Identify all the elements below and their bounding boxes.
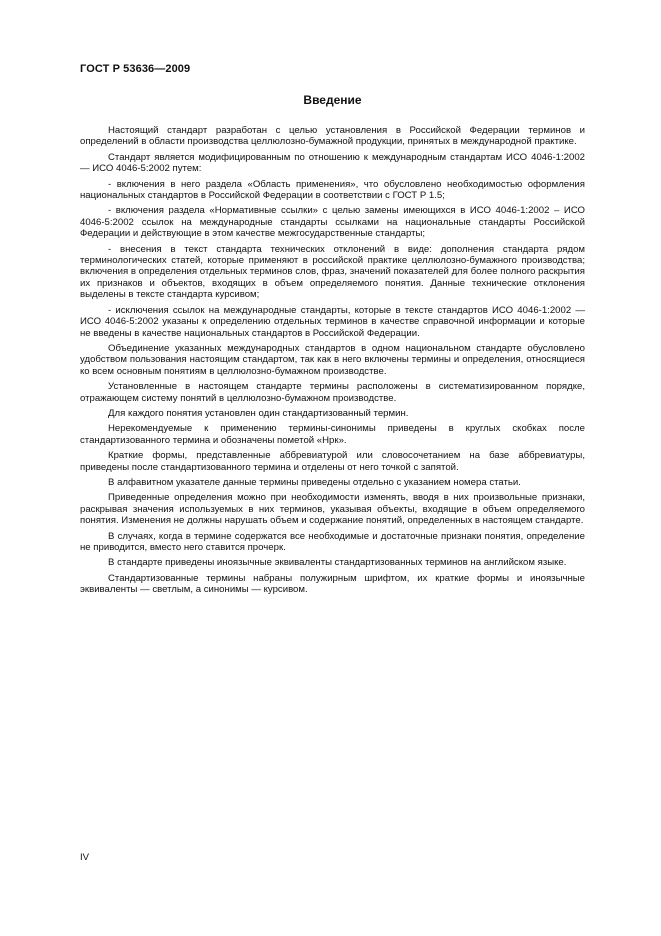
paragraph: - включения в него раздела «Область применения», что обусловлено необходимостью оформления национальных стандартов в Российской Федерации в соответствии с ГОСТ Р 1.5; xyxy=(80,178,585,202)
paragraph: Настоящий стандарт разработан с целью установления в Российской Федерации терминов и определений в области производства целлюлозно-бумажной продукции, принятых в международной практике. xyxy=(80,125,585,148)
paragraph: Стандарт является модифицированным по отношению к международным стандартам ИСО 4046-1:2002 — ИСО 4046-5:2002 путем: xyxy=(80,151,585,175)
paragraph: Установленные в настоящем стандарте термины расположены в систематизированном порядке, отражающем систему понятий в целлюлозно-бумажном производстве. xyxy=(80,381,585,404)
paragraph: В алфавитном указателе данные термины приведены отдельно с указанием номера статьи. xyxy=(108,476,521,488)
paragraph: Для каждого понятия установлен один стандартизованный термин. xyxy=(108,407,409,419)
standard-code-header: ГОСТ Р 53636—2009 xyxy=(80,63,191,75)
paragraph: - включения раздела «Нормативные ссылки» с целью замены имеющихся в ИСО 4046-1:2002 – ИСО 4046-5:2002 ссылок на международные стандарты ссылками на национальные стандарты Российской Федерации и действующие в этом качестве межгосударственные стандарты; xyxy=(80,205,585,240)
paragraph: Объединение указанных международных стандартов в одном национальном стандарте обусловлено удобством пользования настоящим стандартом, так как в него включены термины и определения, относящиеся ко всем основным понятиям в целлюлозно-бумажном производстве. xyxy=(80,342,585,377)
paragraph: - внесения в текст стандарта технических отклонений в виде: дополнения стандарта рядом терминологических статей, которые применяют в российской практике целлюлозно-бумажного производства; включения в определения отдельных терминов слов, фраз, значений показателей для более полного раскрытия их признаков и объектов, входящих в объем определяемого понятия. Данные технические отклонения выделены в тексте стандарта курсивом; xyxy=(80,243,585,301)
section-body xyxy=(80,125,585,600)
paragraph: Стандартизованные термины набраны полужирным шрифтом, их краткие формы и иноязычные эквиваленты — светлым, а синонимы — курсивом. xyxy=(80,572,585,596)
paragraph: В случаях, когда в термине содержатся все необходимые и достаточные признаки понятия, определение не приводится, вместо него ставится прочерк. xyxy=(80,530,585,553)
page-number: IV xyxy=(80,852,90,863)
paragraph: В стандарте приведены иноязычные эквиваленты стандартизованных терминов на английском языке. xyxy=(108,557,567,569)
section-title: Введение xyxy=(303,93,362,107)
paragraph: Приведенные определения можно при необходимости изменять, вводя в них произвольные признаки, раскрывая значения используемых в них терминов, указывая объекты, входящие в объем определяемого понятия. Изменения не должны нарушать объем и содержание понятий, определенных в настоящем стандарте. xyxy=(80,492,585,527)
paragraph: - исключения ссылок на международные стандарты, которые в тексте стандартов ИСО 4046-1:2002 — ИСО 4046-5:2002 указаны к определению отдельных терминов в качестве справочной информации и которые не введены в качестве национальных стандартов в Российской Федерации. xyxy=(80,304,585,339)
paragraph: Нерекомендуемые к применению термины-синонимы приведены в круглых скобках после стандартизованного термина и обозначены пометой «Нрк». xyxy=(80,423,585,446)
paragraph: Краткие формы, представленные аббревиатурой или словосочетанием на базе аббревиатуры, приведены после стандартизованного термина и отделены от него точкой с запятой. xyxy=(80,450,585,473)
